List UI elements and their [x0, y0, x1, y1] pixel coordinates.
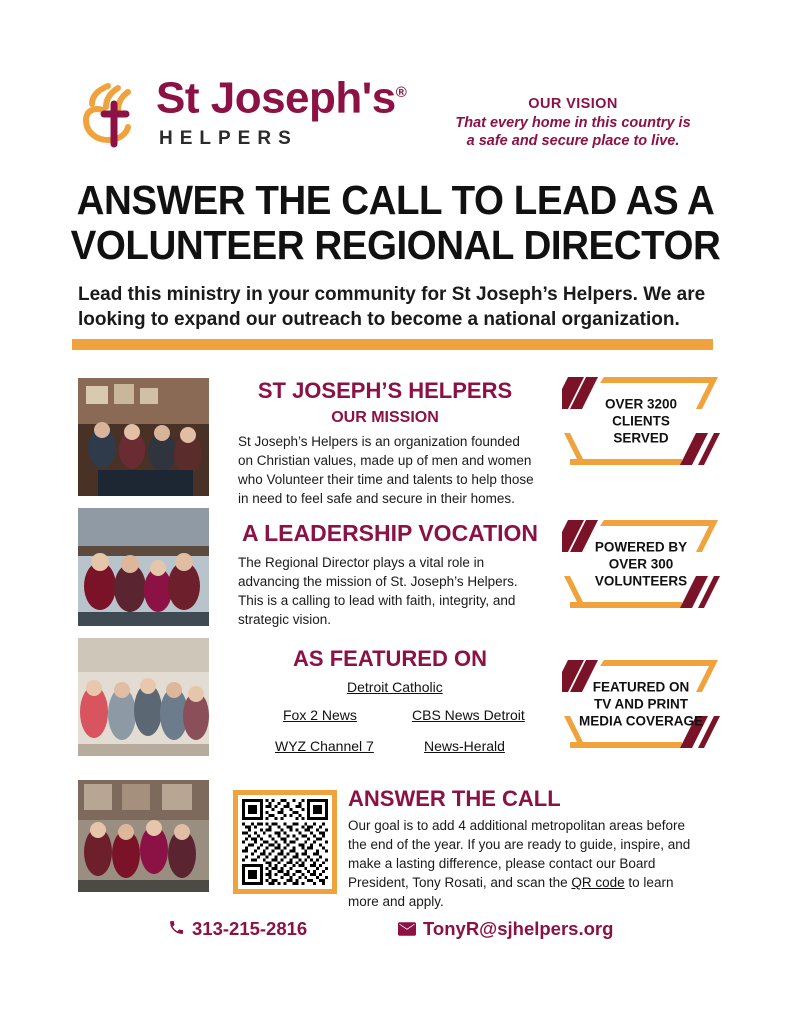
- featured-link-wyz-channel-7[interactable]: WYZ Channel 7: [275, 738, 374, 754]
- registered-mark: ®: [395, 84, 407, 101]
- section-title-mission: ST JOSEPH’S HELPERS: [257, 378, 513, 403]
- badge-text: [562, 396, 720, 447]
- logo-wrap: [78, 76, 148, 156]
- qr-canvas: [242, 799, 328, 885]
- brand-subtitle: HELPERS: [159, 127, 298, 149]
- brand-name-text: St Joseph's: [156, 73, 396, 123]
- email-contact[interactable]: [398, 918, 613, 941]
- badge-line-3: SERVED: [613, 430, 669, 446]
- call-body-pre: Our goal is to add 4 additional metropolitan areas before the end of the year. If you are ready to guide, inspire, and make a lasting difference, please contact our Board President, Tony Rosati, and scan the: [348, 818, 691, 890]
- featured-link-fox-2-news[interactable]: Fox 2 News: [283, 707, 357, 723]
- phone-contact[interactable]: [168, 918, 307, 941]
- email-address: TonyR@sjhelpers.org: [423, 918, 614, 939]
- section-subtitle-mission: OUR MISSION: [331, 409, 439, 426]
- featured-link-news-herald[interactable]: News-Herald: [424, 738, 505, 754]
- section-body-leadership: The Regional Director plays a vital role in advancing the mission of St. Joseph’s Helpers. This is a calling to lead with faith, integrity, and strategic vision.: [238, 555, 518, 627]
- envelope-icon: [398, 919, 416, 941]
- qr-graphic: [242, 799, 328, 885]
- photo-graphic: [78, 508, 209, 626]
- photo-graphic: [78, 378, 209, 496]
- page-title: [61, 178, 729, 268]
- badge-line-3: VOLUNTEERS: [594, 573, 688, 589]
- headline-line-1: ANSWER THE CALL TO LEAD AS A: [76, 177, 715, 223]
- featured-link-detroit-catholic[interactable]: Detroit Catholic: [347, 679, 443, 695]
- badge-line-1: FEATURED ON: [592, 679, 690, 695]
- vision-block: [428, 96, 718, 150]
- badge-media-coverage: [562, 658, 720, 750]
- vision-line-1: That every home in this country is: [455, 115, 691, 131]
- stylized-sj-flame-logo-icon: [78, 80, 142, 152]
- qr-code[interactable]: [233, 790, 337, 894]
- footer: [78, 918, 718, 950]
- badge-line-2: TV AND PRINT: [594, 696, 688, 712]
- vision-title: OUR VISION: [528, 96, 618, 112]
- section-title-leadership: A LEADERSHIP VOCATION: [241, 520, 539, 546]
- badge-line-1: POWERED BY: [594, 539, 688, 555]
- badge-volunteers: [562, 518, 720, 610]
- subheading: Lead this ministry in your community for St Joseph’s Helpers. We are looking to expand our outreach to become a national organization.: [78, 284, 706, 330]
- phone-icon: [168, 919, 185, 941]
- featured-link-cbs-news-detroit[interactable]: CBS News Detroit: [412, 707, 525, 723]
- badge-line-2: CLIENTS: [612, 413, 670, 429]
- section-body-mission: St Joseph’s Helpers is an organization founded on Christian values, made up of men and women who Volunteer their time and talents to help those in need to feel safe and secure in their homes.: [238, 434, 534, 506]
- badge-text: [562, 539, 720, 590]
- section-photo-mission: [78, 378, 209, 496]
- section-photo-answer-call: [78, 780, 209, 892]
- badge-line-1: OVER 3200: [604, 396, 678, 412]
- badge-text: [562, 679, 720, 730]
- qr-code-link[interactable]: QR code: [571, 875, 625, 890]
- orange-divider: [72, 339, 713, 350]
- headline-line-2: VOLUNTEER REGIONAL DIRECTOR: [70, 222, 721, 268]
- badge-line-2: OVER 300: [608, 556, 674, 572]
- badge-clients-served: [562, 375, 720, 467]
- call-body-post: to learn more and apply.: [348, 875, 674, 909]
- section-photo-featured: [78, 638, 209, 756]
- badge-line-3: MEDIA COVERAGE: [578, 713, 703, 729]
- section-title-answer-call: ANSWER THE CALL: [348, 786, 561, 811]
- photo-graphic: [78, 780, 209, 892]
- section-photo-leadership: [78, 508, 209, 626]
- vision-line-2: a safe and secure place to live.: [466, 133, 680, 149]
- section-body-answer-call: [348, 816, 698, 911]
- header: [78, 68, 718, 168]
- section-title-featured: AS FEATURED ON: [293, 646, 487, 671]
- photo-graphic: [78, 638, 209, 756]
- phone-number: 313-215-2816: [192, 918, 308, 939]
